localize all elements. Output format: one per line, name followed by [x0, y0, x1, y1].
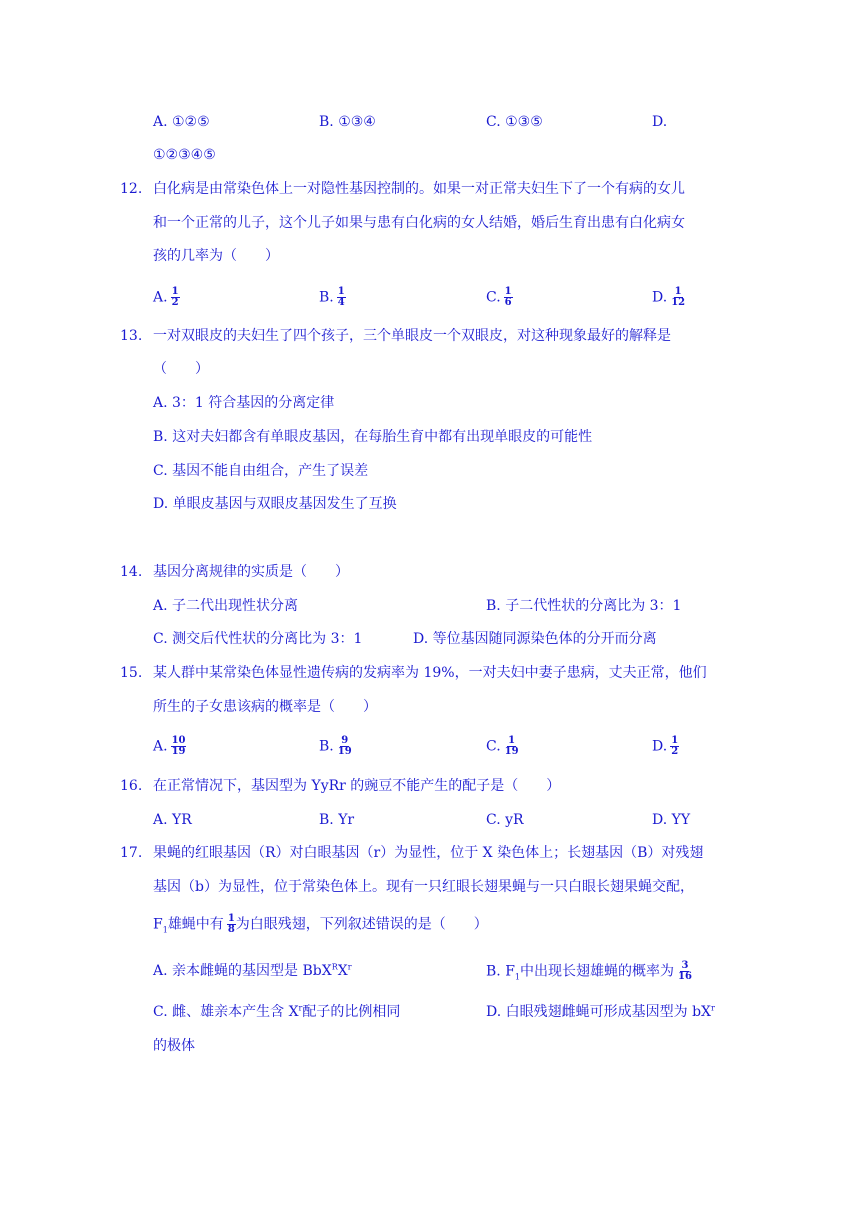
q17-option-d-cont: 的极体 [153, 1038, 195, 1054]
q15-line1: 某人群中某常染色体显性遗传病的发病率为 19%，一对夫妇中妻子患病，丈夫正常，他们 [153, 665, 707, 681]
q16-option-a: A. YR [153, 812, 192, 828]
q17-option-c: C. 雌、雄亲本产生含 $X^r$配子的比例相同 [153, 1003, 401, 1020]
q12-option-a: A. $\frac{1}{2}$ [153, 286, 179, 308]
q14-number: 14. [120, 564, 143, 580]
q15-option-b: B. $\frac{9}{19}$ [319, 735, 352, 757]
q12-line1: 白化病是由常染色体上一对隐性基因控制的。如果一对正常夫妇生下了一个有病的女儿 [153, 181, 685, 197]
q16-option-c: C. yR [486, 812, 524, 828]
q17-number: 17. [120, 845, 143, 861]
q12-option-c: C. $\frac{1}{6}$ [486, 286, 512, 308]
q14-option-a: A. 子二代出现性状分离 [153, 598, 299, 614]
q14-option-c: C. 测交后代性状的分离比为 3：1 [153, 631, 363, 647]
q11-option-d-cont: ①②③④⑤ [153, 147, 216, 163]
q11-option-c: C. ①③⑤ [486, 114, 543, 130]
q12-option-b: B. $\frac{1}{4}$ [319, 286, 345, 308]
q11-option-a: A. ①②⑤ [153, 114, 210, 130]
q17-option-b: B. $F_1$中出现长翅雄蝇的概率为 $\frac{3}{16}$ [486, 960, 692, 982]
q15-option-c: C. $\frac{1}{19}$ [486, 735, 519, 757]
q13-option-d: D. 单眼皮基因与双眼皮基因发生了互换 [153, 496, 397, 512]
q13-line2: （ ） [153, 361, 209, 377]
q13-option-b: B. 这对夫妇都含有单眼皮基因，在每胎生育中都有出现单眼皮的可能性 [153, 429, 593, 445]
q16-number: 16. [120, 778, 143, 794]
q17-line3: $F_1$雄蝇中有 $\frac{1}{8}$ 为白眼残翅，下列叙述错误的是（ ） [153, 913, 488, 935]
q14-line1: 基因分离规律的实质是（ ） [153, 564, 349, 580]
q12-number: 12. [120, 181, 143, 197]
q13-option-c: C. 基因不能自由组合，产生了误差 [153, 463, 369, 479]
q15-number: 15. [120, 665, 143, 681]
q13-line1: 一对双眼皮的夫妇生了四个孩子，三个单眼皮一个双眼皮，对这种现象最好的解释是 [153, 328, 671, 344]
q15-line2: 所生的子女患该病的概率是（ ） [153, 699, 377, 715]
q12-line2: 和一个正常的儿子，这个儿子如果与患有白化病的女人结婚，婚后生育出患有白化病女 [153, 215, 685, 231]
q13-option-a: A. 3：1 符合基因的分离定律 [153, 395, 335, 411]
q16-line1: 在正常情况下，基因型为 YyRr 的豌豆不能产生的配子是（ ） [153, 778, 561, 794]
q11-option-b: B. ①③④ [319, 114, 376, 130]
q17-line2: 基因（b）为显性，位于常染色体上。现有一只红眼长翅果蝇与一只白眼长翅果蝇交配， [153, 879, 694, 895]
q17-option-a: A. 亲本雌蝇的基因型是 $BbX^RX^r$ [153, 962, 352, 979]
q16-option-d: D. YY [652, 812, 691, 828]
q15-option-a: A. $\frac{10}{19}$ [153, 735, 186, 757]
q11-option-d: D. [652, 114, 668, 130]
q12-option-d: D. $\frac{1}{12}$ [652, 286, 686, 308]
q14-option-b: B. 子二代性状的分离比为 3：1 [486, 598, 682, 614]
q12-line3: 孩的几率为（ ） [153, 248, 279, 264]
q17-line1: 果蝇的红眼基因（R）对白眼基因（r）为显性，位于 X 染色体上；长翅基因（B）对残翅 [153, 845, 704, 861]
q14-option-d: D. 等位基因随同源染色体的分开而分离 [413, 631, 657, 647]
q15-option-d: D. $\frac{1}{2}$ [652, 735, 679, 757]
q16-option-b: B. Yr [319, 812, 355, 828]
q13-number: 13. [120, 328, 143, 344]
q17-option-d: D. 白眼残翅雌蝇可形成基因型为 $bX^r$ [486, 1003, 715, 1020]
